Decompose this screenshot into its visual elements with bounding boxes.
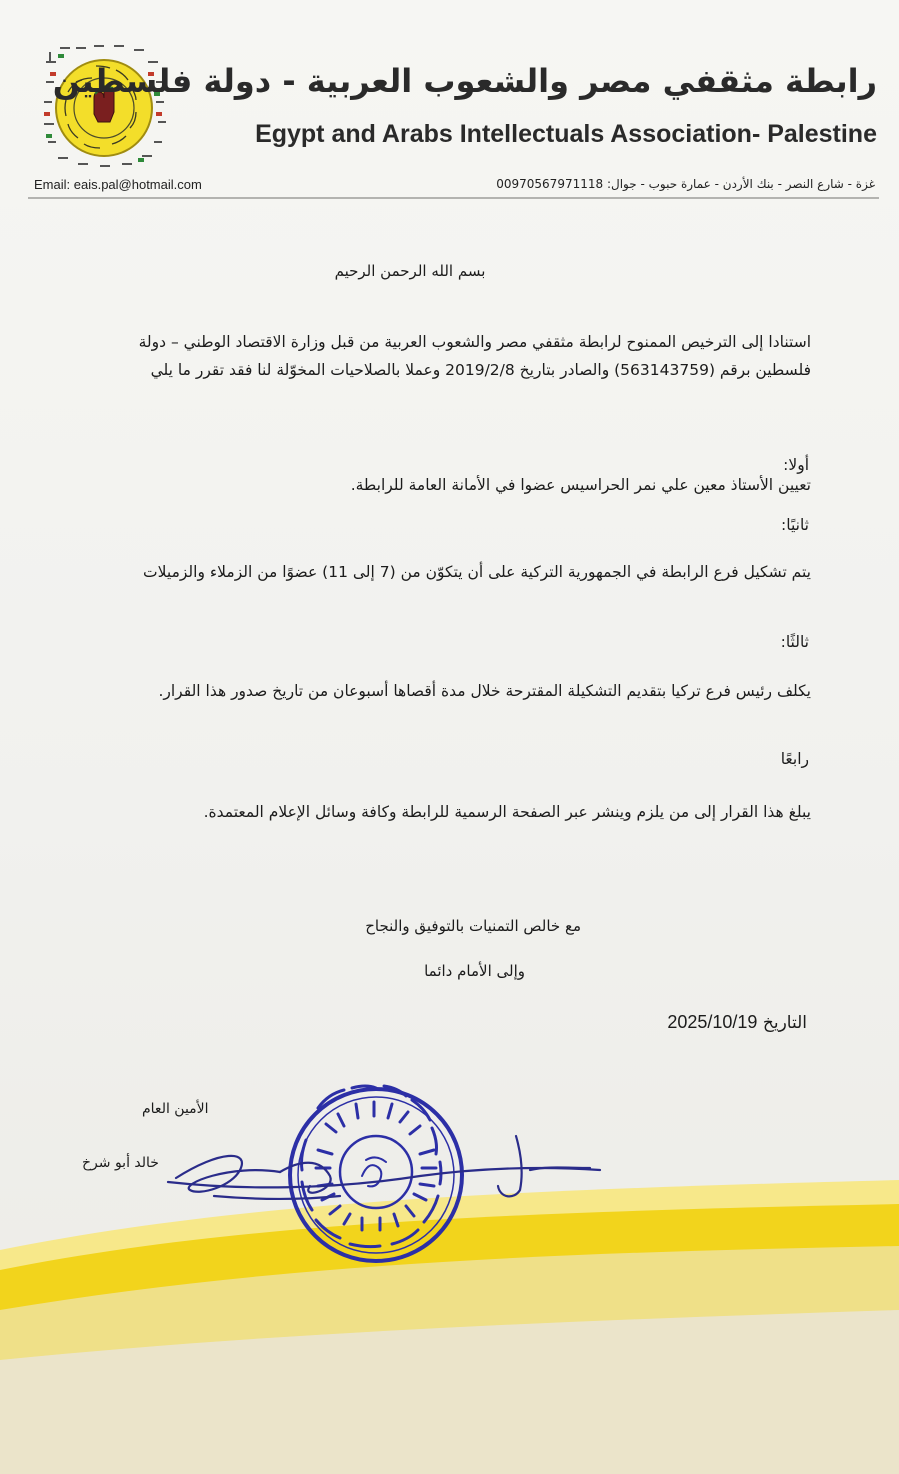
item-heading-2: ثانيًا: bbox=[781, 516, 809, 534]
org-name-english: Egypt and Arabs Intellectuals Association- Palestine bbox=[255, 120, 877, 148]
item-heading-1: أولا: bbox=[783, 456, 809, 474]
letter-date bbox=[667, 1012, 807, 1033]
org-name-arabic: رابطة مثقفي مصر والشعوب العربية - دولة فلسطين bbox=[52, 62, 877, 100]
item-text-3: يكلف رئيس فرع تركيا بتقديم التشكيلة المقترحة خلال مدة أقصاها أسبوعان من تاريخ صدور هذا القرار. bbox=[158, 682, 811, 700]
item-text-4: يبلغ هذا القرار إلى من يلزم وينشر عبر الصفحة الرسمية للرابطة وكافة وسائل الإعلام المعتمدة. bbox=[203, 803, 811, 821]
date-value: 2025/10/19 bbox=[667, 1012, 758, 1032]
item-heading-4: رابعًا bbox=[780, 750, 809, 768]
footer-wave bbox=[0, 1160, 899, 1474]
item-text-1: تعيين الأستاذ معين علي نمر الحراسيس عضوا في الأمانة العامة للرابطة. bbox=[350, 476, 811, 494]
item-heading-3: ثالثًا: bbox=[780, 633, 809, 651]
date-label: التاريخ bbox=[762, 1013, 807, 1033]
intro-paragraph: استنادا إلى الترخيص الممنوح لرابطة مثقفي مصر والشعوب العربية من قبل وزارة الاقتصاد الوطني – دولة فلسطين برقم (563143759) والصادر بتاريخ 2019/2/8 وعملا بالصلاحيات المخوّلة لنا فقد تقرر ما يلي bbox=[138, 333, 811, 379]
closing-forward: وإلى الأمام دائما bbox=[424, 962, 525, 980]
contact-address: غزة - شارع النصر - بنك الأردن - عمارة حبوب - جوال: 00970567971118 bbox=[496, 177, 875, 191]
signatory-name: خالد أبو شرخ bbox=[82, 1155, 159, 1171]
closing-wishes: مع خالص التمنيات بالتوفيق والنجاح bbox=[365, 917, 581, 935]
header-divider bbox=[28, 197, 879, 199]
contact-email: Email: eais.pal@hotmail.com bbox=[34, 177, 202, 192]
item-text-2: يتم تشكيل فرع الرابطة في الجمهورية التركية على أن يتكوّن من (7 إلى 11) عضوًا من الزملاء والزميلات bbox=[143, 563, 811, 581]
signatory-title: الأمين العام bbox=[142, 1101, 209, 1117]
basmala: بسم الله الرحمن الرحيم bbox=[334, 262, 486, 280]
